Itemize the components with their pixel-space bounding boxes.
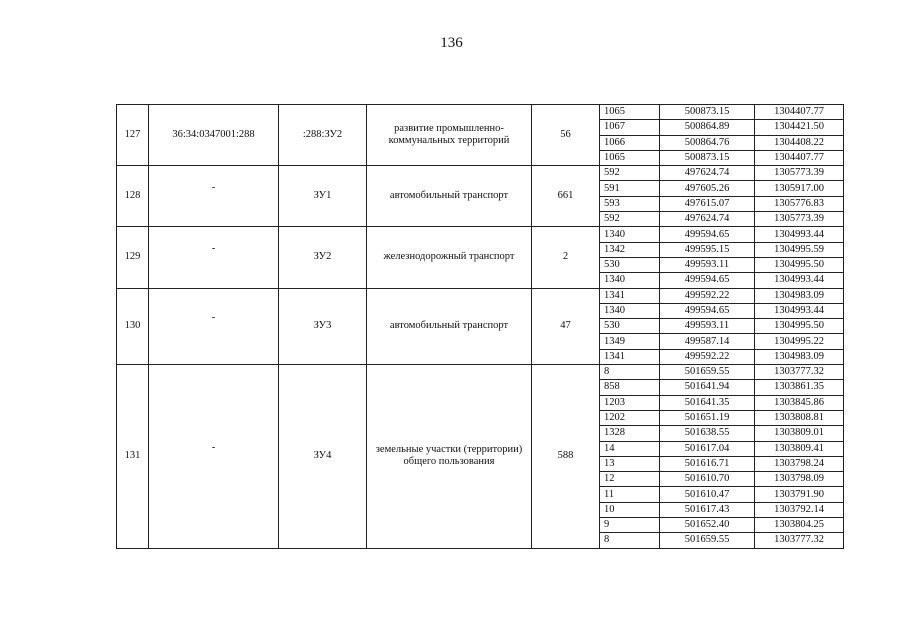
page-number: 136 xyxy=(440,35,463,51)
y-coordinate-cell: 1303798.09 xyxy=(755,472,844,487)
permitted-use-cell: земельные участки (территории) общего пользования xyxy=(367,365,532,549)
area-cell: 588 xyxy=(532,365,600,549)
point-id-cell: 593 xyxy=(600,196,660,211)
x-coordinate-cell: 500873.15 xyxy=(660,105,755,120)
point-id-cell: 858 xyxy=(600,380,660,395)
point-id-cell: 1202 xyxy=(600,410,660,425)
point-id-cell: 1067 xyxy=(600,120,660,135)
x-coordinate-cell: 499594.65 xyxy=(660,303,755,318)
y-coordinate-cell: 1303791.90 xyxy=(755,487,844,502)
point-id-cell: 14 xyxy=(600,441,660,456)
y-coordinate-cell: 1303809.41 xyxy=(755,441,844,456)
point-id-cell: 591 xyxy=(600,181,660,196)
permitted-use-cell: железнодорожный транспорт xyxy=(367,227,532,288)
y-coordinate-cell: 1305773.39 xyxy=(755,166,844,181)
x-coordinate-cell: 501641.94 xyxy=(660,380,755,395)
point-id-cell: 1340 xyxy=(600,303,660,318)
x-coordinate-cell: 499594.65 xyxy=(660,227,755,242)
y-coordinate-cell: 1304993.44 xyxy=(755,273,844,288)
permitted-use-cell: развитие промышленно-коммунальных территорий xyxy=(367,105,532,166)
point-id-cell: 1341 xyxy=(600,288,660,303)
y-coordinate-cell: 1304407.77 xyxy=(755,150,844,165)
x-coordinate-cell: 501641.35 xyxy=(660,395,755,410)
point-id-cell: 10 xyxy=(600,502,660,517)
x-coordinate-cell: 497615.07 xyxy=(660,196,755,211)
y-coordinate-cell: 1303845.86 xyxy=(755,395,844,410)
y-coordinate-cell: 1303808.81 xyxy=(755,410,844,425)
plot-code-cell: ЗУ3 xyxy=(279,288,367,364)
point-id-cell: 1328 xyxy=(600,426,660,441)
x-coordinate-cell: 497624.74 xyxy=(660,166,755,181)
y-coordinate-cell: 1304995.50 xyxy=(755,257,844,272)
plot-code-cell: ЗУ2 xyxy=(279,227,367,288)
point-id-cell: 1203 xyxy=(600,395,660,410)
y-coordinate-cell: 1304995.59 xyxy=(755,242,844,257)
y-coordinate-cell: 1304421.50 xyxy=(755,120,844,135)
point-id-cell: 1341 xyxy=(600,349,660,364)
cadastral-number-cell-text: - xyxy=(211,182,216,194)
cadastral-number-cell-text: - xyxy=(211,312,216,324)
point-id-cell: 592 xyxy=(600,212,660,227)
plot-code-cell: :288:ЗУ2 xyxy=(279,105,367,166)
point-id-cell: 8 xyxy=(600,533,660,548)
y-coordinate-cell: 1303777.32 xyxy=(755,533,844,548)
row-number-cell: 131 xyxy=(117,365,149,549)
x-coordinate-cell: 500873.15 xyxy=(660,150,755,165)
table-row xyxy=(117,227,844,242)
x-coordinate-cell: 501638.55 xyxy=(660,426,755,441)
cadastral-number-cell: 36:34:0347001:288 xyxy=(149,105,279,166)
y-coordinate-cell: 1304983.09 xyxy=(755,349,844,364)
x-coordinate-cell: 501659.55 xyxy=(660,365,755,380)
x-coordinate-cell: 499587.14 xyxy=(660,334,755,349)
point-id-cell: 592 xyxy=(600,166,660,181)
point-id-cell: 12 xyxy=(600,472,660,487)
x-coordinate-cell: 501652.40 xyxy=(660,518,755,533)
x-coordinate-cell: 499593.11 xyxy=(660,257,755,272)
cadastral-number-cell xyxy=(149,288,279,364)
permitted-use-cell: автомобильный транспорт xyxy=(367,166,532,227)
x-coordinate-cell: 501651.19 xyxy=(660,410,755,425)
y-coordinate-cell: 1305776.83 xyxy=(755,196,844,211)
point-id-cell: 1349 xyxy=(600,334,660,349)
x-coordinate-cell: 497605.26 xyxy=(660,181,755,196)
point-id-cell: 1065 xyxy=(600,150,660,165)
point-id-cell: 8 xyxy=(600,365,660,380)
cadastral-number-cell xyxy=(149,365,279,549)
cadastral-number-cell-text: - xyxy=(211,442,216,454)
x-coordinate-cell: 497624.74 xyxy=(660,212,755,227)
x-coordinate-cell: 499594.65 xyxy=(660,273,755,288)
x-coordinate-cell: 501610.70 xyxy=(660,472,755,487)
point-id-cell: 1065 xyxy=(600,105,660,120)
point-id-cell: 11 xyxy=(600,487,660,502)
land-plot-table xyxy=(116,104,844,549)
y-coordinate-cell: 1304407.77 xyxy=(755,105,844,120)
row-number-cell: 129 xyxy=(117,227,149,288)
point-id-cell: 1340 xyxy=(600,273,660,288)
y-coordinate-cell: 1304993.44 xyxy=(755,227,844,242)
plot-code-cell: ЗУ1 xyxy=(279,166,367,227)
y-coordinate-cell: 1304408.22 xyxy=(755,135,844,150)
x-coordinate-cell: 501610.47 xyxy=(660,487,755,502)
area-cell: 47 xyxy=(532,288,600,364)
permitted-use-cell: автомобильный транспорт xyxy=(367,288,532,364)
cadastral-number-cell xyxy=(149,227,279,288)
table-row xyxy=(117,365,844,380)
y-coordinate-cell: 1305773.39 xyxy=(755,212,844,227)
y-coordinate-cell: 1303792.14 xyxy=(755,502,844,517)
row-number-cell: 128 xyxy=(117,166,149,227)
plot-code-cell: ЗУ4 xyxy=(279,365,367,549)
y-coordinate-cell: 1303804.25 xyxy=(755,518,844,533)
x-coordinate-cell: 499592.22 xyxy=(660,288,755,303)
x-coordinate-cell: 499593.11 xyxy=(660,319,755,334)
area-cell: 661 xyxy=(532,166,600,227)
x-coordinate-cell: 500864.76 xyxy=(660,135,755,150)
y-coordinate-cell: 1304993.44 xyxy=(755,303,844,318)
y-coordinate-cell: 1305917.00 xyxy=(755,181,844,196)
y-coordinate-cell: 1303809.01 xyxy=(755,426,844,441)
x-coordinate-cell: 499595.15 xyxy=(660,242,755,257)
point-id-cell: 1340 xyxy=(600,227,660,242)
x-coordinate-cell: 501617.04 xyxy=(660,441,755,456)
row-number-cell: 130 xyxy=(117,288,149,364)
point-id-cell: 1342 xyxy=(600,242,660,257)
y-coordinate-cell: 1303777.32 xyxy=(755,365,844,380)
point-id-cell: 13 xyxy=(600,456,660,471)
row-number-cell: 127 xyxy=(117,105,149,166)
x-coordinate-cell: 501617.43 xyxy=(660,502,755,517)
x-coordinate-cell: 501616.71 xyxy=(660,456,755,471)
y-coordinate-cell: 1304983.09 xyxy=(755,288,844,303)
x-coordinate-cell: 501659.55 xyxy=(660,533,755,548)
point-id-cell: 530 xyxy=(600,257,660,272)
area-cell: 2 xyxy=(532,227,600,288)
y-coordinate-cell: 1304995.22 xyxy=(755,334,844,349)
table-row xyxy=(117,166,844,181)
x-coordinate-cell: 499592.22 xyxy=(660,349,755,364)
y-coordinate-cell: 1304995.50 xyxy=(755,319,844,334)
point-id-cell: 530 xyxy=(600,319,660,334)
table-row xyxy=(117,105,844,120)
point-id-cell: 1066 xyxy=(600,135,660,150)
area-cell: 56 xyxy=(532,105,600,166)
cadastral-number-cell xyxy=(149,166,279,227)
point-id-cell: 9 xyxy=(600,518,660,533)
cadastral-number-cell-text: - xyxy=(211,243,216,255)
y-coordinate-cell: 1303861.35 xyxy=(755,380,844,395)
x-coordinate-cell: 500864.89 xyxy=(660,120,755,135)
y-coordinate-cell: 1303798.24 xyxy=(755,456,844,471)
table-row xyxy=(117,288,844,303)
